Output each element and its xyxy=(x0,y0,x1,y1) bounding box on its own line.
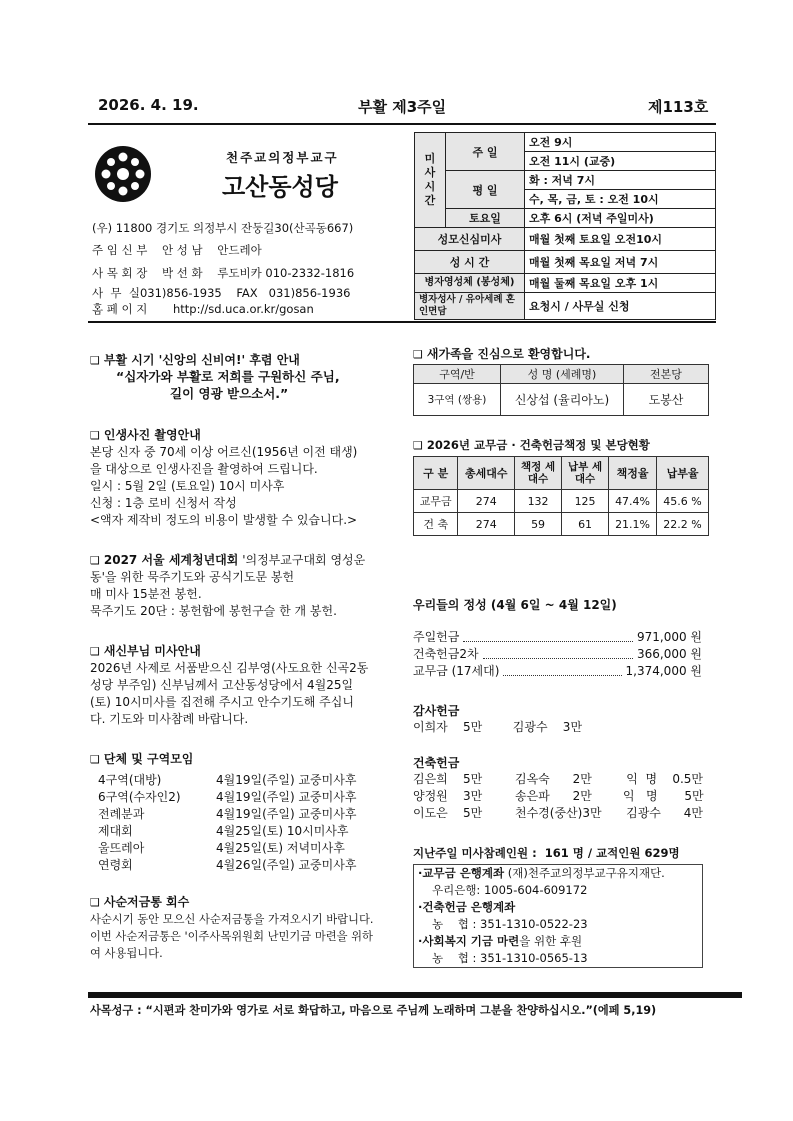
building-fund-donors xyxy=(413,771,703,822)
group-meeting-time: 4월26일(주일) 교중미사후 xyxy=(216,858,357,872)
building-fund-account-label: ·건축헌금 은행계좌 xyxy=(418,900,516,914)
new-priest-line: 2026년 사제로 서품받으신 김부영(사도요한 신곡2동 xyxy=(90,661,369,675)
offering-label: 주일헌금 xyxy=(413,630,460,644)
group-name: 울뜨레아 xyxy=(98,841,145,855)
dues-col-header: 납부 세대수 xyxy=(562,457,609,490)
new-family-name: 신상섭 (율리아노) xyxy=(501,384,624,416)
new-family-district: 3구역 (쌍용) xyxy=(414,384,501,416)
life-photo-cost-note: <액자 제작비 정도의 비용이 발생할 수 있습니다.> xyxy=(90,513,358,527)
new-priest-title: 새신부님 미사안내 xyxy=(103,644,201,658)
new-priest-line: 성당 부주임) 신부님께서 고산동성당에서 4월25일 xyxy=(90,678,354,692)
dues-col-header: 납부율 xyxy=(657,457,709,490)
mass-time-label: 미사시간 xyxy=(415,133,446,228)
life-photo-line: 을 대상으로 인생사진을 촬영하여 드립니다. xyxy=(90,462,318,476)
dues-cell: 274 xyxy=(458,490,515,513)
group-meeting-time: 4월19일(주일) 교중미사후 xyxy=(216,790,357,804)
weekday-label: 평 일 xyxy=(446,171,525,209)
bulletin-date: 2026. 4. 19. xyxy=(98,96,199,114)
new-priest-line: 다. 기도와 미사참례 바랍니다. xyxy=(90,712,249,726)
header-rule xyxy=(88,123,716,125)
groups-title: 단체 및 구역모임 xyxy=(103,752,194,766)
leader-dots xyxy=(463,641,633,642)
lent-bank-line: 사순시기 동안 모으신 사순저금통을 가져오시기 바랍니다. xyxy=(90,913,374,926)
building-donor: 이도은 5만 xyxy=(413,806,483,820)
dues-cell: 47.4% xyxy=(609,490,657,513)
acclamation-title: 부활 시기 '신앙의 신비여!' 후렴 안내 xyxy=(103,353,300,367)
building-fund-title: 건축헌금 xyxy=(413,756,460,770)
building-donor: 김은희 5만 xyxy=(413,772,483,786)
dues-cell: 건 축 xyxy=(414,513,458,536)
group-meeting-time: 4월19일(주일) 교중미사후 xyxy=(216,773,357,787)
parish-name: 고산동성당 xyxy=(222,173,338,201)
lent-bank-title: 사순저금통 회수 xyxy=(103,895,190,909)
col-district: 구역/반 xyxy=(414,365,501,384)
dues-cell: 61 xyxy=(562,513,609,536)
offering-row xyxy=(413,663,702,680)
life-photo-title: 인생사진 촬영안내 xyxy=(103,428,201,442)
dues-col-header: 총세대수 xyxy=(458,457,515,490)
group-name: 제대회 xyxy=(98,824,133,838)
new-family-table xyxy=(413,364,709,416)
sunday-mass-1: 오전 9시 xyxy=(525,133,716,152)
dues-cell: 45.6 % xyxy=(657,490,709,513)
top-section-rule xyxy=(88,321,716,323)
group-meeting-row xyxy=(90,789,390,806)
building-fund-account-number: 농 협 : 351-1310-0522-23 xyxy=(432,917,588,931)
group-meeting-row xyxy=(90,806,390,823)
bank-accounts-box xyxy=(413,864,703,968)
sunday-mass-2: 오전 11시 (교중) xyxy=(525,152,716,171)
group-name: 6구역(수자인2) xyxy=(98,790,181,804)
offering-title: 우리들의 정성 (4월 6일 ~ 4월 12일) xyxy=(413,598,617,612)
footer-rule xyxy=(88,992,742,998)
section-new-priest-mass: ❑ 새신부님 미사안내 2026년 사제로 서품받으신 김부영(사도요한 신곡2동 성당 부주임) 신부님께서 고산동성당에서 4월25일 (토) 10시미사를 집전해 주시고 안수기도해 주십니 다. 기도와 미사참례 바랍니다. xyxy=(90,643,390,728)
dues-cell: 132 xyxy=(515,490,562,513)
life-photo-date: 일시 : 5월 2일 (토요일) 10시 미사후 xyxy=(90,479,285,493)
parish-office: 사 무 실031)856-1935 FAX 031)856-1936 xyxy=(92,286,351,300)
dues-cell: 59 xyxy=(515,513,562,536)
building-donor-row xyxy=(413,788,703,805)
sacraments-label: 병자성사 / 유아세례 혼인면담 xyxy=(415,293,525,320)
life-photo-signup: 신청 : 1층 로비 신청서 작성 xyxy=(90,496,237,510)
adoration-label: 성 시 간 xyxy=(415,251,525,274)
offering-list xyxy=(413,629,702,680)
dues-col-header: 책정율 xyxy=(609,457,657,490)
wyd-line: '의정부교구대회 영성운 xyxy=(242,553,366,567)
group-meeting-row xyxy=(90,823,390,840)
parish-address: (우) 11800 경기도 의정부시 잔둥길30(산곡동667) xyxy=(92,221,354,235)
building-donor: 김옥숙 2만 xyxy=(515,772,592,786)
wyd-title: 2027 서울 세계청년대회 xyxy=(103,553,239,567)
welfare-fund-account-label: ·사회복지 기금 마련 xyxy=(418,934,520,948)
group-meeting-row xyxy=(90,772,390,789)
offering-label: 건축헌금2차 xyxy=(413,647,479,661)
diocese-name: 천주교의정부교구 xyxy=(226,150,339,165)
acclamation-quote-1: “십자가와 부활로 저희를 구원하신 주님, xyxy=(116,369,340,384)
dues-cell: 교무금 xyxy=(414,490,458,513)
parish-homepage[interactable]: 홈 페 이 지 http://sd.uca.or.kr/gosan xyxy=(92,302,314,316)
section-resurrection-acclamation: ❑ 부활 시기 '신앙의 신비여!' 후렴 안내 “십자가와 부활로 저희를 구원하신 주님, 길이 영광 받으소서.” xyxy=(90,351,390,402)
dues-title: ❑ 2026년 교무금 · 건축헌금책정 및 본당현황 xyxy=(413,438,650,452)
offering-row xyxy=(413,646,702,663)
dues-cell: 21.1% xyxy=(609,513,657,536)
dues-cell: 125 xyxy=(562,490,609,513)
building-donor: 천수경(중산)3만 xyxy=(515,806,602,820)
liturgical-week: 부활 제3주일 xyxy=(358,98,447,116)
offering-amount: 366,000 원 xyxy=(636,647,702,661)
leader-dots xyxy=(503,675,621,676)
group-meeting-time: 4월25일(토) 10시미사후 xyxy=(216,824,349,838)
building-donor: 양정원 3만 xyxy=(413,789,483,803)
holy-mother-label: 성모신심미사 xyxy=(415,228,525,251)
building-donor-row xyxy=(413,805,703,822)
attendance-count: 지난주일 미사참례인원 : 161 명 / 교적인원 629명 xyxy=(413,846,680,860)
group-meeting-time: 4월19일(주일) 교중미사후 xyxy=(216,807,357,821)
section-life-photo: ❑ 인생사진 촬영안내 본당 신자 중 70세 이상 어르신(1956년 이전 태생) 을 대상으로 인생사진을 촬영하여 드립니다. 일시 : 5월 2일 (토요일) 10시 미사후 신청 : 1층 로비 신청서 작성 <액자 제작비 정도의 비용이 발생할 수 있습니다.> xyxy=(90,427,390,529)
parish-motto-verse: 사목성구 : “시편과 찬미가와 영가로 서로 화답하고, 마음으로 주님께 노래하며 그분을 찬양하십시오.”(에페 5,19) xyxy=(90,1004,657,1017)
life-photo-line: 본당 신자 중 70세 이상 어르신(1956년 이전 태생) xyxy=(90,445,358,459)
building-donor-row xyxy=(413,771,703,788)
lent-bank-line: 여 사용됩니다. xyxy=(90,947,163,960)
sick-communion-time: 매월 둘째 목요일 오후 1시 xyxy=(525,274,716,293)
parish-logo-icon xyxy=(94,145,152,203)
section-wyd-2027: ❑ 2027 서울 세계청년대회 '의정부교구대회 영성운 동'을 위한 묵주기도와 공식기도문 봉헌 매 미사 15분전 봉헌. 묵주기도 20단 : 봉헌함에 봉헌구슬 한 개 봉헌. xyxy=(90,552,390,620)
dues-row xyxy=(414,513,709,536)
welcome-title: ❑ 새가족을 진심으로 환영합니다. xyxy=(413,347,591,361)
dues-cell: 274 xyxy=(458,513,515,536)
welfare-fund-account-number: 농 협 : 351-1310-0565-13 xyxy=(432,951,588,965)
wyd-line: 묵주기도 20단 : 봉헌함에 봉헌구슬 한 개 봉헌. xyxy=(90,604,337,618)
building-donor: 익 명 0.5만 xyxy=(626,772,703,786)
mass-schedule-table xyxy=(414,132,716,320)
group-name: 4구역(대방) xyxy=(98,773,162,787)
section-lent-coin-bank: ❑ 사순저금통 회수 사순시기 동안 모으신 사순저금통을 가져오시기 바랍니다. 이번 사순저금통은 '이주사목위원회 난민기금 마련을 위하 여 사용됩니다. xyxy=(90,894,390,962)
leader-dots xyxy=(483,658,633,659)
section-group-meetings: ❑ 단체 및 구역모임 4구역(대방) 4월19일(주일) 교중미사후 6구역(수자인2) 4월19일(주일) 교중미사후 전례분과 4월19일(주일) 교중미사후 제대회 4월25일(토) 10시미사후 울뜨레아 4월25일(토) 저녁미사후 연령회 4월26일(주일) 교중미사후 xyxy=(90,751,390,874)
dues-row xyxy=(414,490,709,513)
parish-dues-account-label: ·교무금 은행계좌 xyxy=(418,866,505,880)
group-meeting-time: 4월25일(토) 저녁미사후 xyxy=(216,841,345,855)
dues-cell: 22.2 % xyxy=(657,513,709,536)
holy-mother-time: 매월 첫째 토요일 오전10시 xyxy=(525,228,716,251)
new-priest-line: (토) 10시미사를 집전해 주시고 안수기도해 주십니 xyxy=(90,695,354,709)
col-name: 성 명 (세례명) xyxy=(501,365,624,384)
account-owner: (재)천주교의정부교구유지재단. xyxy=(507,866,665,880)
offering-amount: 1,374,000 원 xyxy=(625,664,702,678)
offering-row xyxy=(413,629,702,646)
saturday-label: 토요일 xyxy=(446,209,525,228)
dues-col-header: 책정 세대수 xyxy=(515,457,562,490)
weekday-mass-1: 화 : 저녁 7시 xyxy=(525,171,716,190)
wyd-line: 동'을 위한 묵주기도와 공식기도문 봉헌 xyxy=(90,570,295,584)
weekday-mass-2: 수, 목, 금, 토 : 오전 10시 xyxy=(525,190,716,209)
dues-col-header: 구 분 xyxy=(414,457,458,490)
welfare-fund-suffix: 을 위한 후원 xyxy=(519,934,583,948)
acclamation-quote-2: 길이 영광 받으소서.” xyxy=(170,386,289,401)
sacraments-info: 요청시 / 사무실 신청 xyxy=(525,293,716,320)
thanks-donors: 이희자 5만 김광수 3만 xyxy=(413,720,583,734)
issue-number: 제113호 xyxy=(648,98,709,116)
thanks-title: 감사헌금 xyxy=(413,704,460,718)
dues-status-table xyxy=(413,456,709,536)
new-family-prev-parish: 도봉산 xyxy=(624,384,709,416)
col-prev-parish: 전본당 xyxy=(624,365,709,384)
wyd-line: 매 미사 15분전 봉헌. xyxy=(90,587,202,601)
lent-bank-line: 이번 사순저금통은 '이주사목위원회 난민기금 마련을 위하 xyxy=(90,930,373,943)
sick-communion-label: 병자영성체 (봉성체) xyxy=(415,274,525,293)
adoration-time: 매월 첫째 목요일 저녁 7시 xyxy=(525,251,716,274)
offering-amount: 971,000 원 xyxy=(636,630,702,644)
parish-council: 사 목 회 장 박 선 화 루도비카 010-2332-1816 xyxy=(92,266,355,280)
offering-label: 교무금 (17세대) xyxy=(413,664,500,678)
sunday-label: 주 일 xyxy=(446,133,525,171)
group-meeting-row xyxy=(90,840,390,857)
building-donor: 송은파 2만 xyxy=(515,789,592,803)
parish-dues-account-number: 우리은행: 1005-604-609172 xyxy=(432,883,588,897)
group-name: 연령회 xyxy=(98,858,133,872)
group-name: 전례분과 xyxy=(98,807,145,821)
building-donor: 익 명 5만 xyxy=(623,789,704,803)
parish-pastor: 주 임 신 부 안 성 남 안드레아 xyxy=(92,243,262,257)
saturday-mass: 오후 6시 (저녁 주일미사) xyxy=(525,209,716,228)
group-meeting-row xyxy=(90,857,390,874)
building-donor: 김광수 4만 xyxy=(626,806,703,820)
